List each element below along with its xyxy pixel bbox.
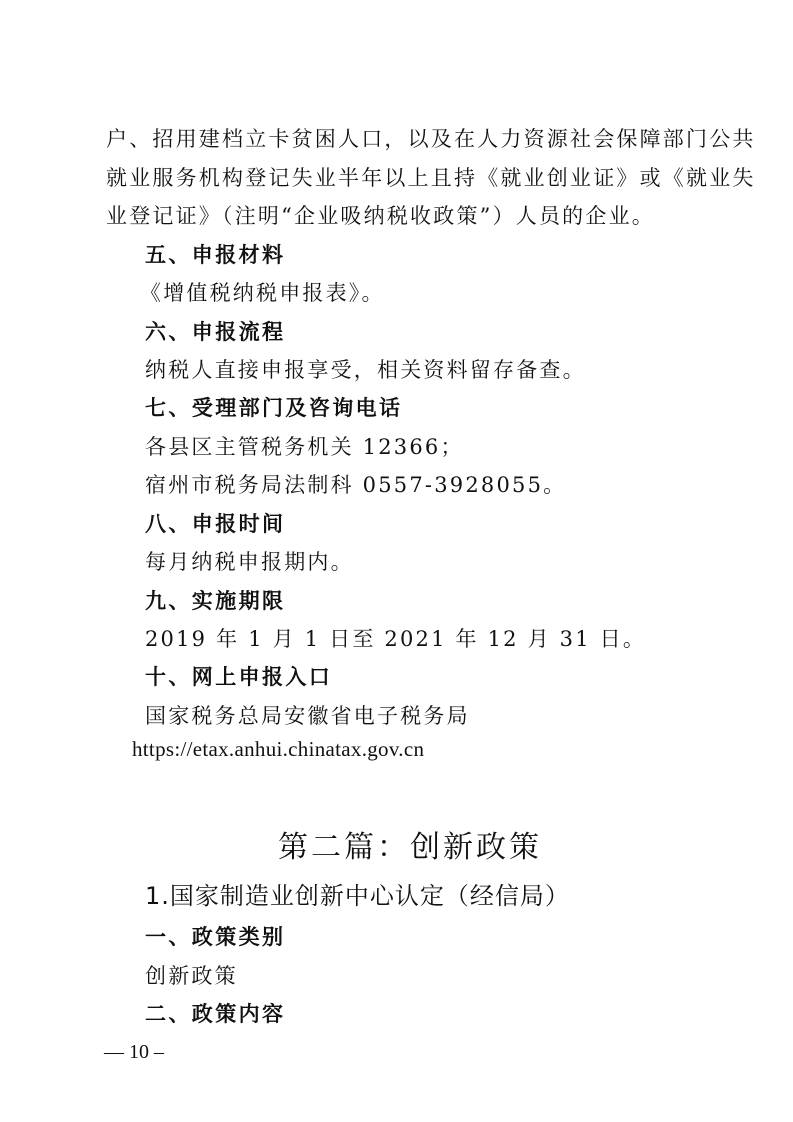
section-text-policy-category: 创新政策 bbox=[145, 964, 238, 988]
section-heading-process: 六、申报流程 bbox=[145, 320, 286, 344]
section-heading-period: 九、实施期限 bbox=[145, 589, 286, 613]
section-text-period: 2019 年 1 月 1 日至 2021 年 12 月 31 日。 bbox=[145, 627, 647, 651]
section-heading-time: 八、申报时间 bbox=[145, 512, 286, 536]
section-heading-contact: 七、受理部门及咨询电话 bbox=[145, 396, 403, 420]
section-text-contact-city: 宿州市税务局法制科 0557-3928055。 bbox=[145, 473, 567, 497]
section-text-online-entry: 国家税务总局安徽省电子税务局 bbox=[145, 704, 470, 728]
section-text-materials: 《增值税纳税申报表》。 bbox=[140, 281, 385, 305]
section-heading-materials: 五、申报材料 bbox=[145, 243, 286, 267]
paragraph-line: 就业服务机构登记失业半年以上且持《就业创业证》或《就业失 bbox=[106, 166, 756, 190]
section-text-time: 每月纳税申报期内。 bbox=[145, 550, 354, 574]
paragraph-line: 户、招用建档立卡贫困人口，以及在人力资源社会保障部门公共 bbox=[106, 127, 756, 151]
paragraph-line: 业登记证》（注明“企业吸纳税收政策”）人员的企业。 bbox=[106, 204, 655, 228]
page-number: — 10 – bbox=[104, 1041, 164, 1063]
section-heading-policy-content: 二、政策内容 bbox=[145, 1002, 286, 1026]
item-title: 1.国家制造业创新中心认定（经信局） bbox=[145, 882, 570, 910]
part-title: 第二篇：创新政策 bbox=[278, 830, 542, 865]
section-text-contact-county: 各县区主管税务机关 12366； bbox=[145, 435, 464, 459]
online-entry-url[interactable]: https://etax.anhui.chinatax.gov.cn bbox=[132, 737, 425, 761]
section-heading-policy-category: 一、政策类别 bbox=[145, 925, 286, 949]
section-text-process: 纳税人直接申报享受，相关资料留存备查。 bbox=[145, 358, 586, 382]
section-heading-online-entry: 十、网上申报入口 bbox=[145, 665, 333, 689]
